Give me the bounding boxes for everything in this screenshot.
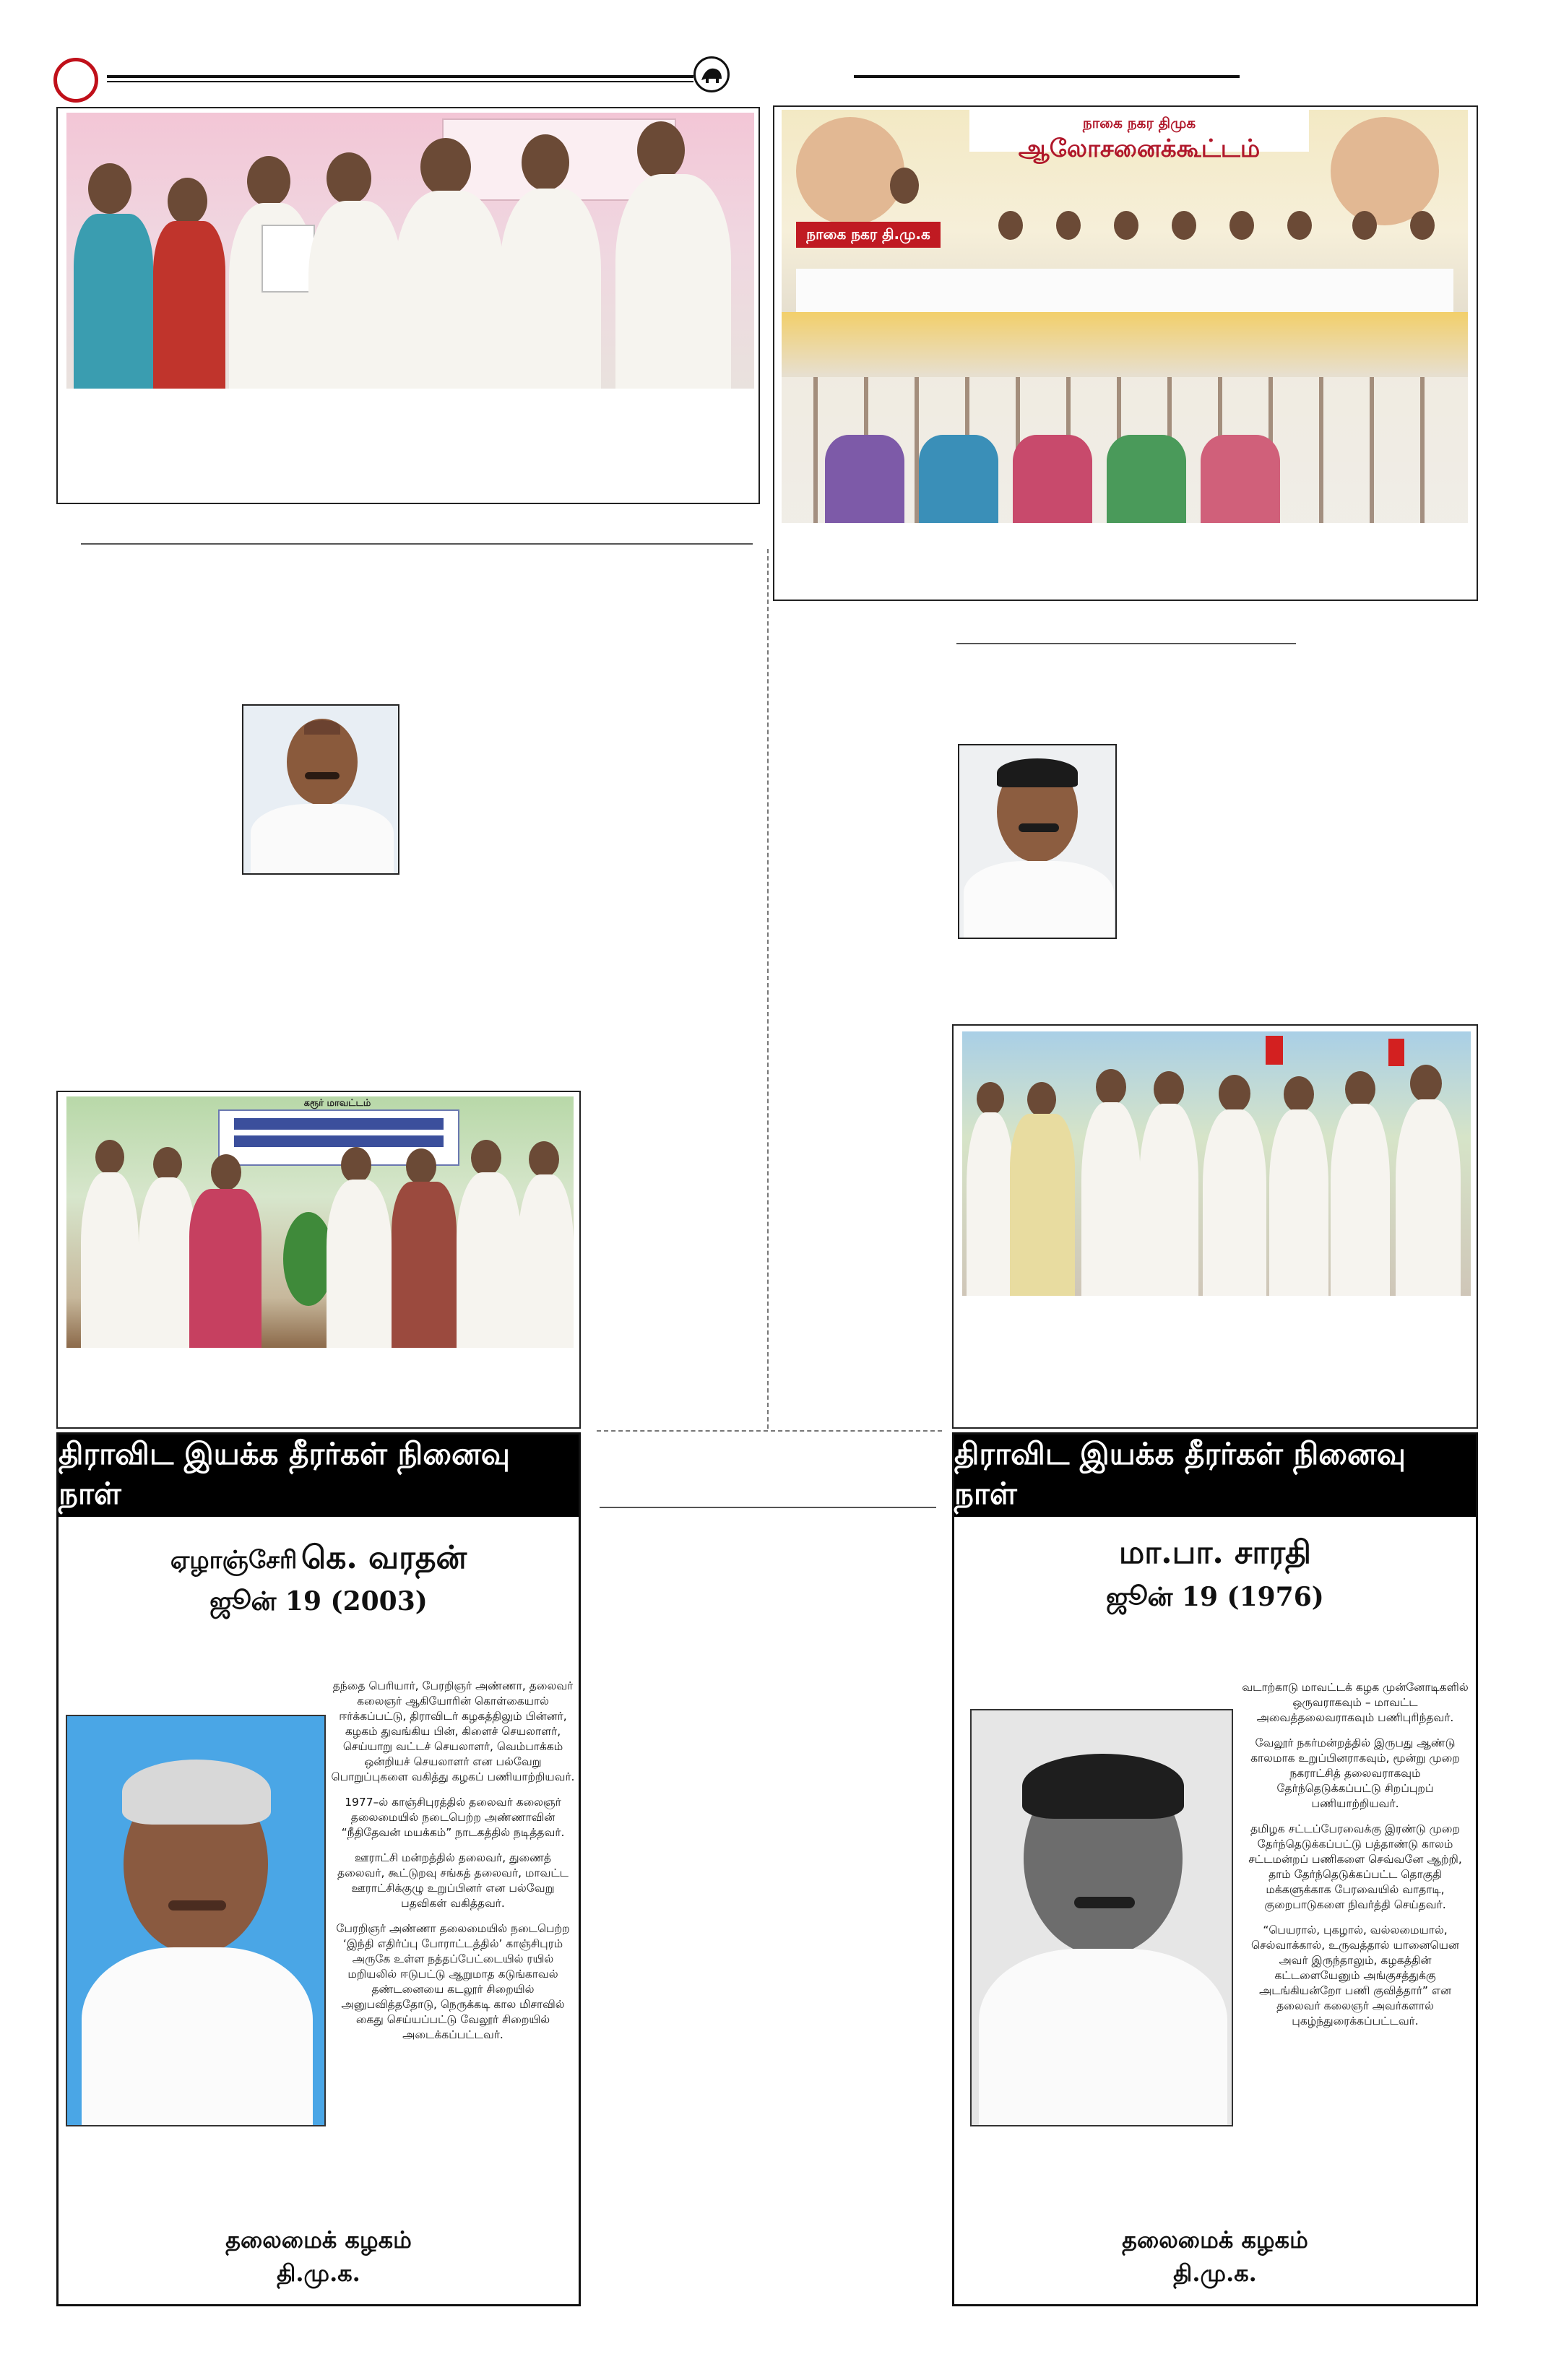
masthead-rule-right [854,75,1240,78]
memorial-card-left [56,1432,581,2306]
bio-paragraph: வேலூர் நகர்மன்றத்தில் இருபது ஆண்டு காலமாக உறுப்பினராகவும், மூன்று முறை நகராட்சித் தலைவராகவும் தேர்ந்தெடுக்கப்பட்டு சிறப்புறப் பணியாற்றியவர். [1250,1736,1460,1810]
bio-paragraph: 1977–ல் காஞ்சிபுரத்தில் தலைவர் கலைஞர் தலைமையில் நடைபெற்ற அண்ணாவின் “நீதிதேவன் மயக்கம்” நாடகத்தில் நடித்தவர். [341,1796,565,1839]
photo-meeting-audience [782,312,1468,523]
memorial-heading: திராவிட இயக்க தீரர்கள் நினைவு நாள் [59,1435,579,1517]
bio-paragraph: பேரறிஞர் அண்ணா தலைமையில் நடைபெற்ற ‘இந்தி எதிர்ப்பு போராட்டத்தில்’ காஞ்சிபுரம் அருகே உள்ள நத்தப்பேட்டையில் ரயில் மறியலில் ஈடுபட்டு ஆறுமாத கடுங்காவல் தண்டனையை கடலூர் சிறையில் அனுபவித்ததோடு, நெருக்கடி கால மிசாவில் கைது செய்யப்பட்டு வேலூர் சிறையில் அடைக்கப்பட்டவர். [336,1922,570,2041]
party-emblem-icon [693,56,730,92]
memorial-name [59,1539,579,1580]
memorial-bio-right [1240,1680,1470,2039]
memorial-name-main: மா.பா. சாரதி [1118,1534,1312,1571]
portrait-left [242,704,399,875]
masthead-rule-left [107,75,693,78]
divider-right-1 [956,643,1296,644]
planting-banner-text: கரூர் மாவட்டம் [303,1098,371,1109]
photo-meeting-stage [782,110,1468,312]
photo-tree-planting [66,1096,574,1348]
column-separator [767,549,769,1429]
portrait-right [958,744,1117,939]
memorial-footer-right [954,2223,1476,2290]
masthead-circle-icon [53,58,98,103]
memorial-date: ஜூன் 19 (2003) [209,1586,428,1617]
section-separator [597,1430,942,1432]
divider-left-1 [81,543,753,545]
memorial-footer-left [59,2223,579,2290]
bio-paragraph: வடாற்காடு மாவட்டக் கழக முன்னோடிகளில் ஒருவராகவும் – மாவட்ட அவைத்தலைவராகவும் பணிபுரிந்தவர். [1242,1681,1469,1724]
footer-line2: தி.மு.க. [277,2259,360,2287]
memorial-portrait-right [970,1709,1233,2126]
bio-paragraph: ஊராட்சி மன்றத்தில் தலைவர், துணைத் தலைவர், கூட்டுறவு சங்கத் தலைவர், மாவட்ட ஊராட்சிக்குழு உறுப்பினர் என பல்வேறு பதவிகள் வகித்தவர். [337,1851,569,1910]
memorial-heading: திராவிட இயக்க தீரர்கள் நினைவு நாள் [954,1435,1476,1517]
masthead-rule-left-2 [107,81,693,82]
memorial-name-prefix: ஏழாஞ்சேரி [170,1546,298,1575]
bio-paragraph: தமிழக சட்டப்பேரவைக்கு இரண்டு முறை தேர்ந்தெடுக்கப்பட்டு பத்தாண்டு காலம் சட்டமன்றப் பணிகளை செவ்வனே ஆற்றி, தாம் தேர்ந்தெடுக்கப்பட்ட தொகுதி மக்களுக்காக பேரவையில் வாதாடி, குறைபாடுகளை நிவர்த்தி செய்தவர். [1248,1822,1462,1911]
memorial-portrait-left [66,1715,326,2126]
bio-paragraph: தந்தை பெரியார், பேரறிஞர் அண்ணா, தலைவர் கலைஞர் ஆகியோரின் கொள்கையால் ஈர்க்கப்பட்டு, திராவிடர் கழகத்திலும் பின்னர், கழகம் துவங்கிய பின், கிளைச் செயலாளர், செய்யாறு வட்டச் செயலாளர், வெம்பாக்கம் ஒன்றியச் செயலாளர் என பல்வேறு பொறுப்புகளை வகித்து கழகப் பணியாற்றியவர். [331,1679,575,1783]
divider-center [600,1507,936,1508]
photo-group-standing [962,1031,1471,1296]
meeting-banner-title: ஆலோசனைக்கூட்டம் [1018,134,1261,163]
memorial-date: ஜூன் 19 (1976) [1106,1582,1324,1612]
meeting-banner-sub: நாகை நகர திமுக [1082,114,1196,131]
footer-line2: தி.மு.க. [1173,2259,1257,2287]
memorial-name-main: கெ. வரதன் [301,1539,467,1576]
footer-line1: தலைமைக் கழகம் [225,2226,412,2254]
memorial-bio-left [330,1679,576,2053]
memorial-card-right [952,1432,1478,2306]
meeting-stage-label: நாகை நகர தி.மு.க [806,225,930,243]
bio-paragraph: “பெயரால், புகழால், வல்லமையால், செல்வாக்கால், உருவத்தால் யானையென அவர் இருந்தாலும், கழகத்தின் கட்டளையேனும் அங்குசத்துக்கு அடங்கியன்றோ பணி குவித்தார்” என தலைவர் கலைஞர் அவர்களால் புகழ்ந்துரைக்கப்பட்டவர். [1251,1924,1459,2028]
footer-line1: தலைமைக் கழகம் [1122,2226,1308,2254]
photo-handover-ceremony [66,113,754,389]
